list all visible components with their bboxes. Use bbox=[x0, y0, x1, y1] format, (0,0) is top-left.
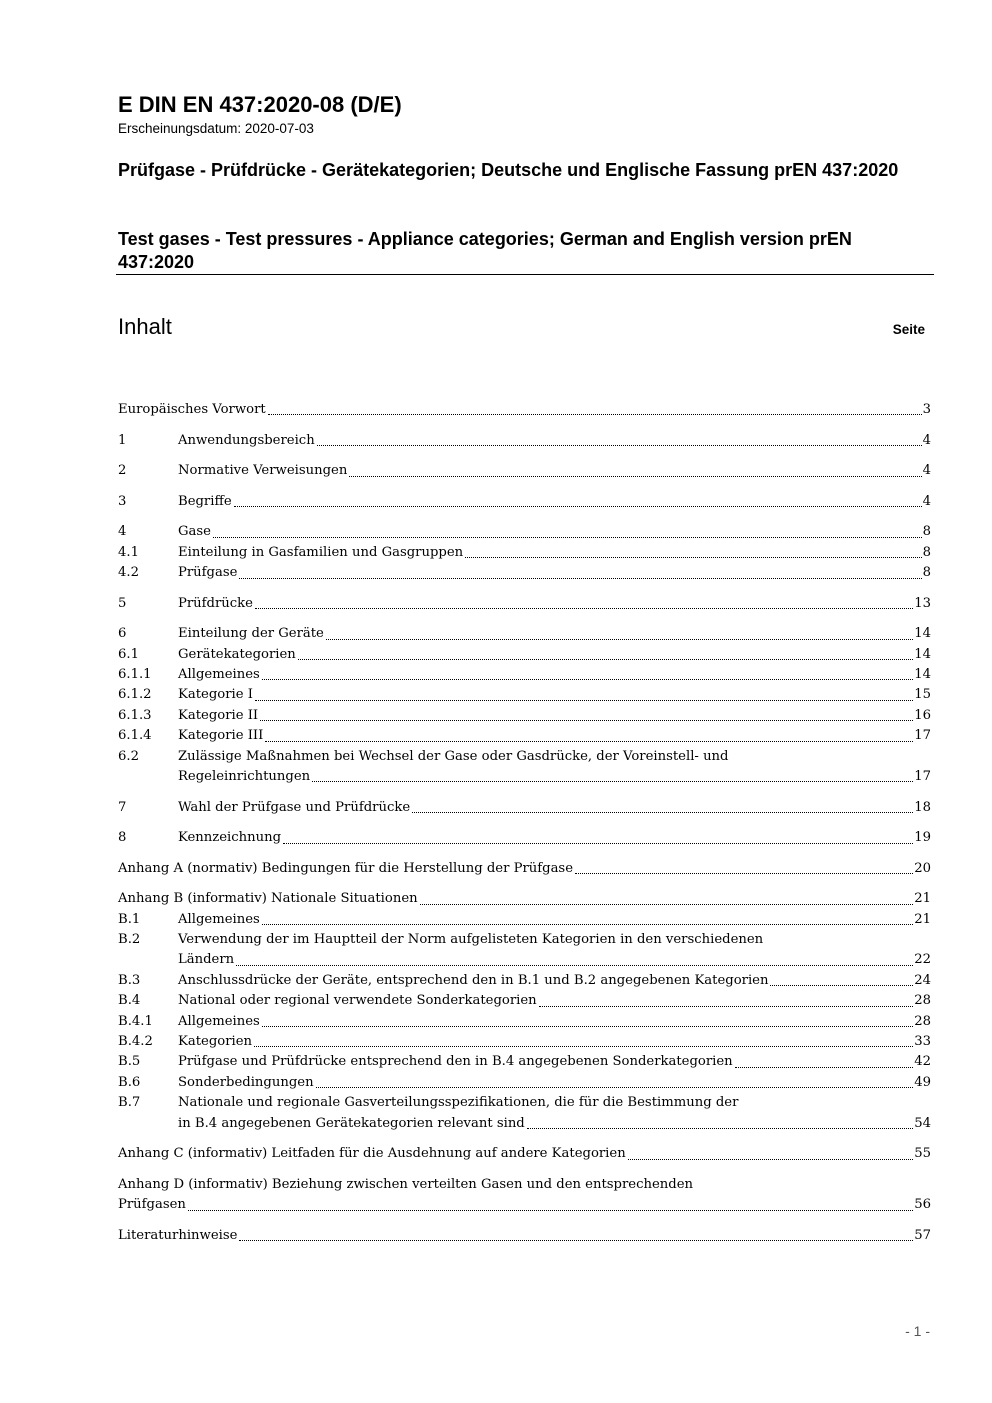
header-rule bbox=[116, 274, 934, 275]
toc-entry-number: B.2 bbox=[118, 932, 141, 948]
toc-entry-page: 8 bbox=[922, 544, 931, 560]
toc-leader-dots bbox=[260, 706, 913, 721]
toc-entry-page: 57 bbox=[914, 1227, 931, 1243]
toc-entry[interactable] bbox=[118, 1073, 931, 1093]
toc-entry-page: 16 bbox=[914, 707, 931, 723]
toc-entry-number: B.5 bbox=[118, 1054, 141, 1070]
toc-entry-page: 4 bbox=[922, 463, 931, 479]
toc-entry[interactable] bbox=[118, 930, 931, 971]
toc-entry-number: B.7 bbox=[118, 1095, 141, 1111]
toc-entry-title-line1: Nationale und regionale Gasverteilungsspezifikationen, die für die Bestimmung der bbox=[178, 1095, 739, 1111]
toc-entry-page: 28 bbox=[914, 993, 931, 1009]
toc-entry-title: Prüfgase bbox=[178, 565, 238, 581]
toc-entry-number: 6.2 bbox=[118, 748, 139, 764]
toc-entry-number: 4.2 bbox=[118, 565, 139, 581]
toc-leader-dots bbox=[317, 431, 922, 446]
toc-entry[interactable] bbox=[118, 431, 931, 451]
toc-entry[interactable] bbox=[118, 1052, 931, 1072]
toc-entry-line bbox=[178, 798, 931, 818]
toc-entry[interactable] bbox=[118, 400, 931, 420]
toc-leader-dots bbox=[527, 1114, 913, 1129]
toc-entry-title: Gerätekategorien bbox=[178, 646, 296, 662]
toc-entry[interactable] bbox=[118, 726, 931, 746]
toc-entry-number: 8 bbox=[118, 830, 127, 846]
toc-entry-title: Anhang C (informativ) Leitfaden für die Ausdehnung auf andere Kategorien bbox=[118, 1146, 626, 1162]
title-english: Test gases - Test pressures - Appliance categories; German and English version prEN 437:2020 bbox=[118, 229, 852, 272]
toc-entry-page: 55 bbox=[914, 1146, 931, 1162]
toc-entry-number: 6.1.3 bbox=[118, 707, 152, 723]
toc-entry[interactable] bbox=[118, 645, 931, 665]
toc-entry-title: Prüfgase und Prüfdrücke entsprechend den in B.4 angegebenen Sonderkategorien bbox=[178, 1054, 733, 1070]
toc-entry-line bbox=[178, 431, 931, 451]
toc-entry-page: 42 bbox=[914, 1054, 931, 1070]
toc-entry-number: B.4.1 bbox=[118, 1013, 153, 1029]
toc-entry-number: 6.1.2 bbox=[118, 687, 152, 703]
toc-entry-line bbox=[118, 400, 931, 420]
toc-entry-title: Literaturhinweise bbox=[118, 1227, 238, 1243]
toc-entry-line bbox=[178, 1012, 931, 1032]
toc-entry-page: 21 bbox=[914, 911, 931, 927]
toc-entry-line bbox=[178, 910, 931, 930]
toc-entry-line bbox=[178, 1073, 931, 1093]
toc-entry-title: Anschlussdrücke der Geräte, entsprechend den in B.1 und B.2 angegebenen Kategorien bbox=[178, 972, 769, 988]
toc-entry[interactable] bbox=[118, 1012, 931, 1032]
toc-entry-line bbox=[118, 859, 931, 879]
toc-entry[interactable] bbox=[118, 1144, 931, 1164]
toc-entry-page: 17 bbox=[914, 768, 931, 784]
toc-entry-line bbox=[178, 665, 931, 685]
toc-entry-line bbox=[178, 1052, 931, 1072]
toc-entry-number: B.4.2 bbox=[118, 1034, 153, 1050]
toc-entry-title: Kategorie III bbox=[178, 728, 264, 744]
toc-entry-page: 13 bbox=[914, 595, 931, 611]
toc-entry-page: 14 bbox=[914, 646, 931, 662]
toc-entry-page: 28 bbox=[914, 1013, 931, 1029]
toc-entry[interactable] bbox=[118, 910, 931, 930]
toc-leader-dots bbox=[628, 1144, 914, 1159]
toc-entry-title: Sonderbedingungen bbox=[178, 1074, 314, 1090]
toc-leader-dots bbox=[254, 1032, 913, 1047]
toc-entry-line bbox=[178, 645, 931, 665]
toc-entry-number: B.6 bbox=[118, 1074, 141, 1090]
toc-entry-number: 7 bbox=[118, 799, 127, 815]
toc-leader-dots bbox=[575, 859, 913, 874]
toc-entry-line bbox=[178, 971, 931, 991]
toc-entry-line bbox=[178, 563, 931, 583]
toc-entry-number: 6.1.1 bbox=[118, 667, 152, 683]
toc-entry-number: 3 bbox=[118, 493, 127, 509]
toc-entry-number: B.4 bbox=[118, 993, 141, 1009]
toc-entry-page: 14 bbox=[914, 667, 931, 683]
toc-entry[interactable] bbox=[118, 828, 931, 848]
toc-entry-title: Anhang A (normativ) Bedingungen für die Herstellung der Prüfgase bbox=[118, 860, 574, 876]
toc-leader-dots bbox=[268, 400, 922, 415]
toc-entry-page: 15 bbox=[914, 687, 931, 703]
toc-entry-title: Einteilung in Gasfamilien und Gasgruppen bbox=[178, 544, 464, 560]
toc-leader-dots bbox=[770, 971, 913, 986]
page-number: - 1 - bbox=[905, 1323, 930, 1339]
publication-date: Erscheinungsdatum: 2020-07-03 bbox=[118, 121, 314, 136]
toc-entry-page: 56 bbox=[914, 1197, 931, 1213]
toc-leader-dots bbox=[735, 1052, 914, 1067]
toc-leader-dots bbox=[420, 889, 914, 904]
toc-entry-title: Anhang B (informativ) Nationale Situationen bbox=[118, 891, 418, 907]
toc-entry[interactable] bbox=[118, 492, 931, 512]
toc-entry-title-line1: Anhang D (informativ) Beziehung zwischen verteilten Gasen und den entsprechenden bbox=[118, 1176, 694, 1192]
toc-entry-title: Einteilung der Geräte bbox=[178, 626, 324, 642]
toc-entry-title: Prüfgasen bbox=[118, 1197, 186, 1213]
toc-entry[interactable] bbox=[118, 991, 931, 1011]
toc-heading: Inhalt bbox=[118, 314, 172, 339]
toc-leader-dots bbox=[262, 910, 913, 925]
toc-entry[interactable] bbox=[118, 563, 931, 583]
toc-entry-page: 24 bbox=[914, 972, 931, 988]
toc-entry-title: Kennzeichnung bbox=[178, 830, 282, 846]
toc-entry-title: Allgemeines bbox=[178, 911, 260, 927]
toc-leader-dots bbox=[312, 767, 913, 782]
toc-entry-number: 4.1 bbox=[118, 544, 139, 560]
toc-entry-line bbox=[118, 889, 931, 909]
toc-entry[interactable] bbox=[118, 685, 931, 705]
toc-entry-page: 3 bbox=[922, 402, 931, 417]
toc-entry-line bbox=[118, 1144, 931, 1164]
toc-entry-line bbox=[178, 1114, 931, 1134]
toc-entry-title: Gase bbox=[178, 524, 211, 540]
toc-entry-number: 6 bbox=[118, 626, 127, 642]
toc-entry-page: 18 bbox=[914, 799, 931, 815]
toc-entry-number: B.1 bbox=[118, 911, 141, 927]
toc-leader-dots bbox=[239, 563, 921, 578]
toc-entry[interactable] bbox=[118, 624, 931, 644]
toc-leader-dots bbox=[465, 543, 921, 558]
toc-entry-title-line1: Zulässige Maßnahmen bei Wechsel der Gase oder Gasdrücke, der Voreinstell- und bbox=[178, 748, 729, 764]
toc-entry-page: 21 bbox=[914, 891, 931, 907]
page-column-label: Seite bbox=[892, 322, 925, 337]
toc-entry-line bbox=[178, 492, 931, 512]
toc-entry-line bbox=[178, 706, 931, 726]
toc-entry-page: 4 bbox=[922, 493, 931, 509]
toc-leader-dots bbox=[298, 645, 913, 660]
toc-leader-dots bbox=[213, 522, 922, 537]
title-german: Prüfgase - Prüfdrücke - Gerätekategorien; Deutsche und Englische Fassung prEN 437:2020 bbox=[118, 160, 899, 180]
toc-leader-dots bbox=[255, 685, 913, 700]
toc-entry-line bbox=[178, 594, 931, 614]
toc-entry[interactable] bbox=[118, 889, 931, 909]
toc-entry-number: B.3 bbox=[118, 972, 141, 988]
toc-entry-page: 33 bbox=[914, 1034, 931, 1050]
toc-entry[interactable] bbox=[118, 859, 931, 879]
toc-entry[interactable] bbox=[118, 522, 931, 542]
toc-entry[interactable] bbox=[118, 461, 931, 481]
toc-entry-title: Wahl der Prüfgase und Prüfdrücke bbox=[178, 799, 411, 815]
toc-entry-line bbox=[178, 543, 931, 563]
toc-entry-title: Normative Verweisungen bbox=[178, 463, 348, 479]
toc-entry-line bbox=[178, 950, 931, 970]
toc-entry-title: Kategorie I bbox=[178, 687, 253, 703]
toc-entry[interactable] bbox=[118, 1093, 931, 1134]
toc-leader-dots bbox=[539, 991, 914, 1006]
toc-entry-line bbox=[178, 624, 931, 644]
toc-entry-line bbox=[178, 522, 931, 542]
toc-entry[interactable] bbox=[118, 1226, 931, 1246]
toc-entry-number: 4 bbox=[118, 524, 127, 540]
toc-entry-page: 17 bbox=[914, 728, 931, 744]
toc-leader-dots bbox=[234, 492, 922, 507]
toc-entry[interactable] bbox=[118, 665, 931, 685]
toc-entry-number: 6.1.4 bbox=[118, 728, 152, 744]
toc-entry-title: Prüfdrücke bbox=[178, 595, 253, 611]
toc-leader-dots bbox=[265, 726, 913, 741]
table-of-contents bbox=[118, 400, 931, 1246]
toc-leader-dots bbox=[326, 624, 913, 639]
toc-entry[interactable] bbox=[118, 543, 931, 563]
toc-entry-line bbox=[178, 767, 931, 787]
toc-leader-dots bbox=[349, 461, 921, 476]
toc-entry-page: 49 bbox=[914, 1074, 931, 1090]
toc-leader-dots bbox=[236, 950, 913, 965]
toc-leader-dots bbox=[262, 665, 913, 680]
toc-entry-page: 19 bbox=[914, 830, 931, 846]
toc-entry-line bbox=[118, 1226, 931, 1246]
toc-leader-dots bbox=[255, 594, 913, 609]
toc-entry-title: Begriffe bbox=[178, 493, 232, 509]
toc-leader-dots bbox=[188, 1195, 913, 1210]
toc-entry-line bbox=[178, 726, 931, 746]
toc-entry[interactable] bbox=[118, 706, 931, 726]
toc-entry-number: 6.1 bbox=[118, 646, 139, 662]
toc-entry-title: in B.4 angegebenen Gerätekategorien relevant sind bbox=[178, 1115, 525, 1131]
toc-entry-title: Allgemeines bbox=[178, 1013, 260, 1029]
toc-entry-line bbox=[178, 828, 931, 848]
toc-entry-line bbox=[178, 461, 931, 481]
toc-entry-page: 54 bbox=[914, 1115, 931, 1131]
toc-entry-page: 14 bbox=[914, 626, 931, 642]
toc-entry-page: 22 bbox=[914, 952, 931, 968]
toc-entry[interactable] bbox=[118, 1032, 931, 1052]
document-id: E DIN EN 437:2020-08 (D/E) bbox=[118, 92, 402, 117]
toc-leader-dots bbox=[316, 1073, 914, 1088]
toc-entry-number: 2 bbox=[118, 463, 127, 479]
toc-entry-title: Kategorie II bbox=[178, 707, 259, 723]
toc-leader-dots bbox=[262, 1012, 913, 1027]
toc-leader-dots bbox=[412, 798, 913, 813]
toc-entry-title: Europäisches Vorwort bbox=[118, 402, 266, 417]
toc-entry-page: 4 bbox=[922, 432, 931, 448]
toc-entry-title: Kategorien bbox=[178, 1034, 253, 1050]
toc-entry-title: National oder regional verwendete Sonderkategorien bbox=[178, 993, 537, 1009]
toc-entry-line bbox=[178, 991, 931, 1011]
toc-entry[interactable] bbox=[118, 971, 931, 991]
toc-entry-title-line1: Verwendung der im Hauptteil der Norm aufgelisteten Kategorien in den verschiedenen bbox=[178, 932, 764, 948]
toc-entry-number: 1 bbox=[118, 432, 127, 448]
toc-entry-title: Allgemeines bbox=[178, 667, 260, 683]
toc-entry-number: 5 bbox=[118, 595, 127, 611]
toc-entry-page: 8 bbox=[922, 524, 931, 540]
toc-entry-page: 20 bbox=[914, 860, 931, 876]
toc-entry[interactable] bbox=[118, 747, 931, 788]
toc-entry-title: Anwendungsbereich bbox=[178, 432, 315, 448]
toc-entry-line bbox=[178, 685, 931, 705]
toc-entry-page: 8 bbox=[922, 565, 931, 581]
toc-entry-title: Ländern bbox=[178, 952, 235, 968]
toc-entry-line bbox=[118, 1195, 931, 1215]
toc-entry[interactable] bbox=[118, 798, 931, 818]
toc-entry-title: Regeleinrichtungen bbox=[178, 768, 311, 784]
toc-leader-dots bbox=[283, 828, 913, 843]
toc-leader-dots bbox=[239, 1226, 913, 1241]
toc-entry[interactable] bbox=[118, 594, 931, 614]
toc-entry[interactable] bbox=[118, 1175, 931, 1216]
toc-entry-line bbox=[178, 1032, 931, 1052]
